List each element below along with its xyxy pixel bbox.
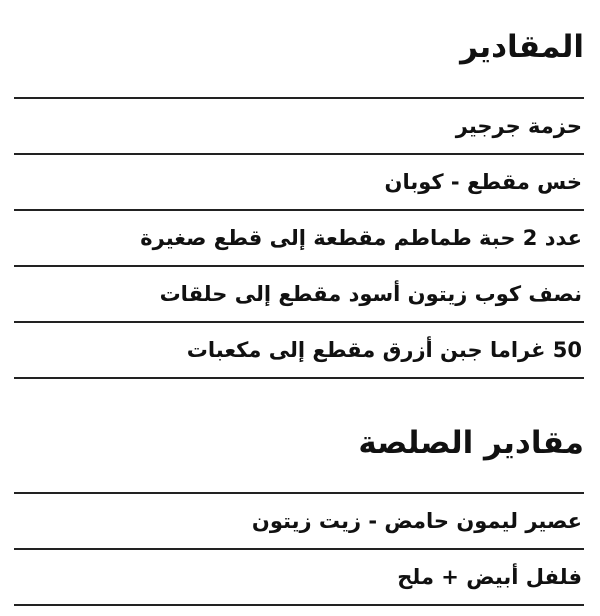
ingredient-text: خس مقطع - كوبان [384, 170, 582, 194]
list-item [14, 267, 584, 323]
ingredients-title: المقادير [460, 29, 584, 65]
list-item [14, 99, 584, 155]
list-item [14, 494, 584, 550]
dressing-text: عصير ليمون حامض - زيت زيتون [251, 509, 582, 533]
list-item [14, 155, 584, 211]
dressing-title: مقادير الصلصة [358, 425, 584, 461]
ingredient-text: عدد 2 حبة طماطم مقطعة إلى قطع صغيرة [140, 226, 582, 250]
dressing-text: فلفل أبيض + ملح [397, 565, 582, 589]
list-item [14, 323, 584, 379]
list-item [14, 550, 584, 606]
list-item [14, 211, 584, 267]
ingredient-text: 50 غراما جبن أزرق مقطع إلى مكعبات [186, 338, 582, 362]
dressing-list [14, 492, 584, 606]
ingredient-text: حزمة جرجير [455, 114, 582, 138]
ingredient-text: نصف كوب زيتون أسود مقطع إلى حلقات [159, 282, 582, 306]
ingredients-list [14, 97, 584, 379]
